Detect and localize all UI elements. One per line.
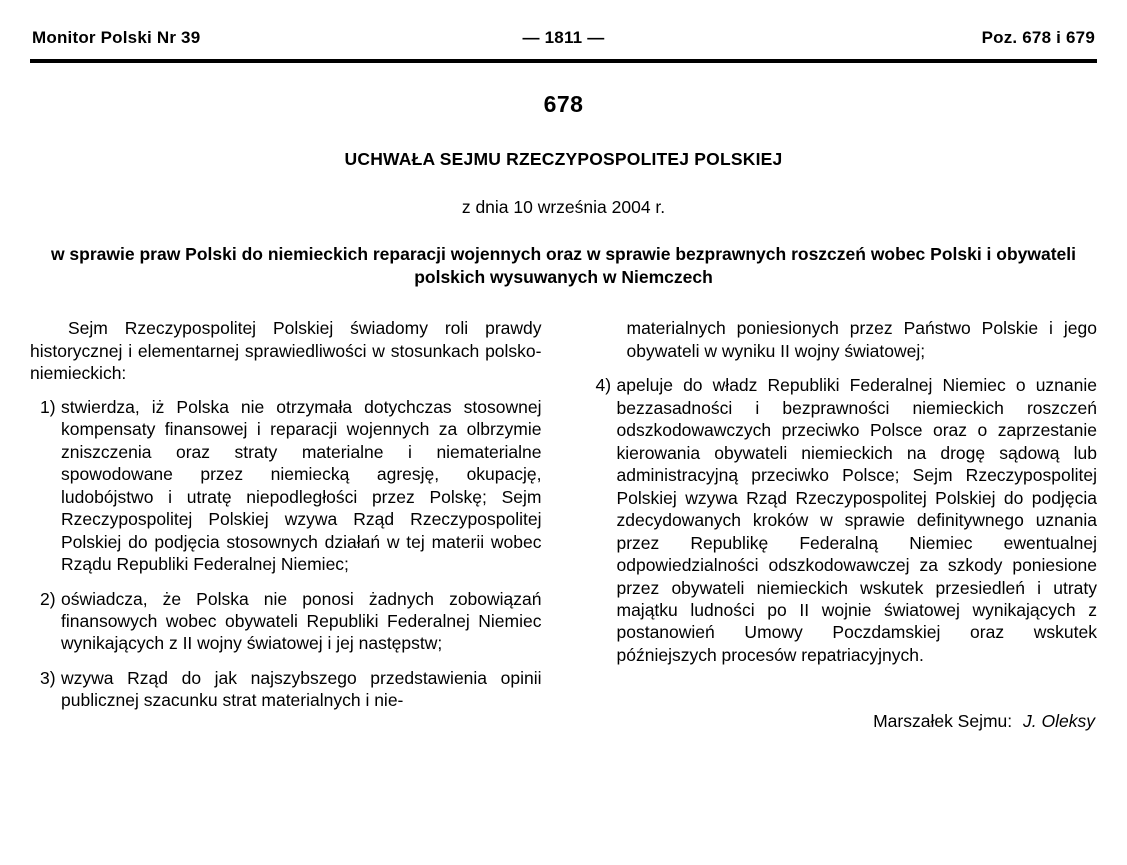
- list-item-4: [586, 374, 1098, 666]
- item-number: 4): [595, 375, 612, 396]
- signature-line: [586, 710, 1098, 732]
- item-text: apeluje do władz Republiki Federalnej Niemiec o uznanie bezzasadności i bezprawności niemieckich roszczeń odszkodowawczych przeciwko Polsce oraz o zaprzestanie kierowania obywateli niemieckich na drogę sądową lub administracyjną przeciwko Polsce; Sejm Rzeczypospolitej Polskiej wzywa Rząd Rzeczypospolitej Polskiej do podjęcia zdecydowanych kroków w sprawie definitywnego uznania przez Republikę Federalną Niemiec ewentualnej odpowiedzialności odszkodowawczej za szkody poniesione przez obywateli niemieckich wskutek przesiedleń i utraty majątku ludności po II wojnie światowej wynikających z postanowień Umowy Poczdamskiej oraz wskutek późniejszych procesów repatriacyjnych.: [616, 375, 1097, 665]
- intro-paragraph: Sejm Rzeczypospolitej Polskiej świadomy roli prawdy historycznej i elementarnej sprawiedliwości w stosunkach polsko-niemieckich:: [30, 318, 542, 384]
- act-number: 678: [543, 91, 584, 117]
- running-header: [0, 0, 1127, 59]
- signature-label: Marszałek Sejmu:: [873, 711, 1013, 732]
- journal-title: Monitor Polski Nr 39: [32, 28, 201, 47]
- page-number: — 1811 —: [522, 28, 605, 47]
- body-columns: [0, 289, 1127, 733]
- item-text: oświadcza, że Polska nie ponosi żadnych zobowiązań finansowych wobec obywateli Republiki Federalnej Niemiec wynikających z II wojny światowej i jej następstw;: [61, 588, 542, 654]
- list-item-1: [30, 396, 542, 576]
- item-number: 3): [40, 667, 56, 688]
- item-number: 2): [40, 588, 56, 609]
- item-text: stwierdza, iż Polska nie otrzymała dotychczas stosownej kompensaty finansowej i reparacji wojennych za olbrzymie zniszczenia oraz straty materialne i niematerialne spowodowane przez niemiecką agresję, okupację, ludobójstwo i utratę niepodległości przez Polskę; Sejm Rzeczypospolitej Polskiej wzywa Rząd Rzeczypospolitej Polskiej do podjęcia stosownych działań w tej materii wobec Rządu Republiki Federalnej Niemiec;: [61, 396, 542, 575]
- position-numbers: Poz. 678 i 679: [981, 28, 1095, 47]
- act-date: z dnia 10 września 2004 r.: [461, 197, 666, 217]
- left-column: [30, 317, 542, 733]
- list-item-2: [30, 588, 542, 655]
- item-text: wzywa Rząd do jak najszybszego przedstawienia opinii publicznej szacunku strat materialnych i nie-: [61, 667, 542, 711]
- item-number: 1): [40, 396, 56, 417]
- act-title: UCHWAŁA SEJMU RZECZYPOSPOLITEJ POLSKIEJ: [344, 149, 783, 169]
- signature-name: J. Oleksy: [1023, 711, 1095, 732]
- act-subject: w sprawie praw Polski do niemieckich reparacji wojennych oraz w sprawie bezprawnych roszczeń wobec Polski i obywateli polskich wysuwanych w Niemczech: [50, 244, 1077, 288]
- list-item-3: [30, 667, 542, 712]
- item-3-continuation: materialnych poniesionych przez Państwo Polskie i jego obywateli w wyniku II wojny światowej;: [626, 318, 1097, 361]
- right-column: [586, 317, 1098, 733]
- header-rule: [30, 59, 1097, 63]
